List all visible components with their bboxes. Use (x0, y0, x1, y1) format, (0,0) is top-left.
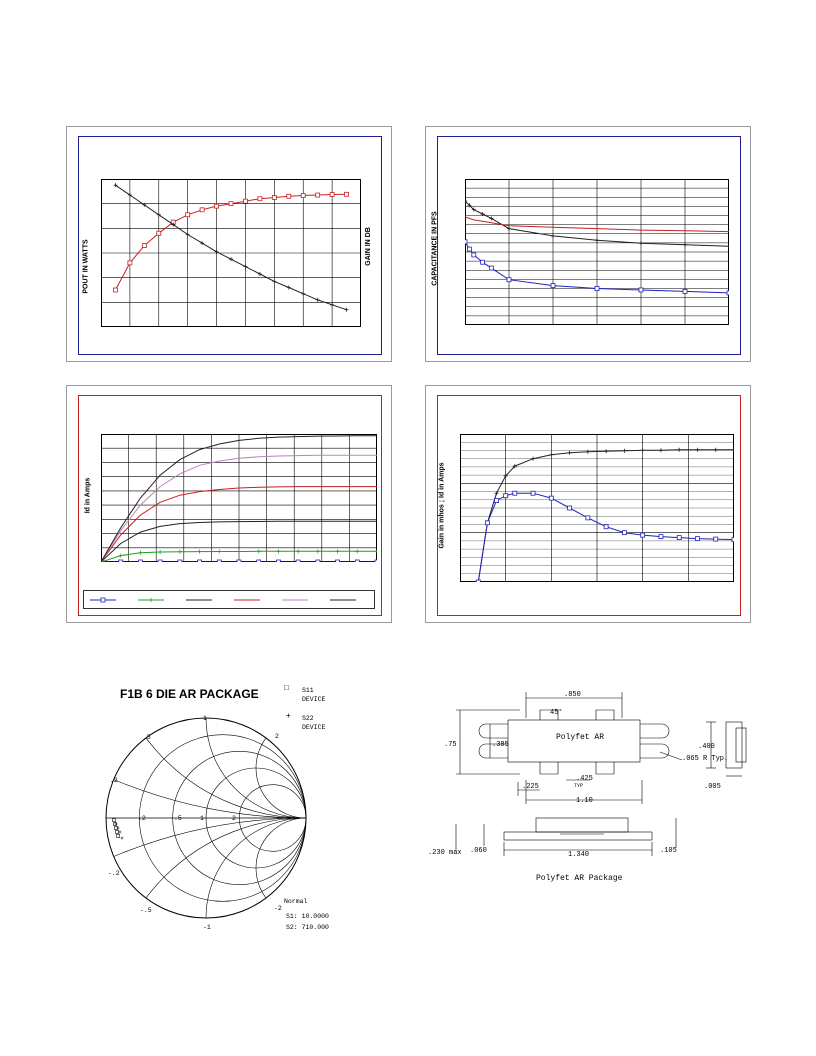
pout_gain-series-0-point-2 (142, 244, 146, 248)
transconductance-series-0-point-12 (659, 448, 663, 452)
pout_gain-series-0-point-15 (330, 193, 334, 197)
id_curves-series-1-point-13 (355, 549, 359, 553)
pout_gain-series-0-point-10 (258, 197, 262, 201)
transconductance-series-1-point-8 (586, 516, 590, 520)
capacitance-series-0-point-7 (595, 238, 599, 242)
id_curves-series-1-point-10 (296, 549, 300, 553)
smith-label-axis-1: 1 (200, 815, 204, 822)
smith-label-lower-right: -2 (274, 905, 282, 912)
pout_gain-series-1-point-14 (316, 298, 320, 302)
transconductance-series-0-line (478, 450, 734, 582)
id_curves-series-0-point-4 (178, 560, 182, 562)
package-drawing (420, 684, 760, 890)
pout_gain-series-1-point-13 (301, 292, 305, 296)
capacitance-grid (465, 179, 729, 325)
transconductance-series-0-point-13 (677, 448, 681, 452)
transconductance-chart (460, 434, 734, 582)
id_curves-series-0-point-10 (296, 560, 300, 562)
transconductance-series-0-point-6 (549, 453, 553, 457)
smith-label-axis-5: .5 (174, 815, 182, 822)
smith-footer-mode: Normal (284, 898, 308, 905)
smith-label-left-mid: .2 (110, 777, 118, 784)
transconductance-series-0-point-7 (568, 451, 572, 455)
id_curves-series-1-point-8 (257, 549, 261, 553)
pkg-caption: Polyfet AR Package (536, 874, 623, 883)
pout_gain-series-0-point-14 (316, 193, 320, 197)
pkg-dim-lead-typ: TYP (574, 783, 584, 789)
transconductance-series-0-point-11 (641, 448, 645, 452)
transconductance-series-1-point-2 (495, 499, 499, 503)
pout_gain-series-0-point-1 (128, 261, 132, 265)
pkg-dim-height: .75 (444, 741, 457, 749)
capacitance-series-2-point-6 (551, 284, 555, 288)
pkg-dim-radius: .065 R Typ. (682, 755, 729, 763)
id_curves-series-0-point-2 (138, 560, 142, 562)
pout_gain-series-1-point-15 (330, 303, 334, 307)
capacitance-series-2-point-4 (489, 266, 493, 270)
capacitance-series-2-point-2 (472, 253, 476, 257)
smith-x-arc (106, 818, 380, 942)
id_curves-series-1-point-11 (316, 549, 320, 553)
pkg-dim-angle: 45° (550, 709, 563, 717)
transconductance-series-1-point-7 (568, 506, 572, 510)
pkg-front-cap (536, 818, 628, 832)
pkg-dim-mount: .230 max (428, 849, 462, 857)
pout_gain-series-0-point-11 (272, 196, 276, 200)
id_curves-series-0-point-1 (119, 560, 123, 562)
pkg-dim-lead-thick: .105 (660, 847, 677, 855)
pout-gain-chart (101, 179, 361, 327)
transconductance-series-1-point-4 (513, 491, 517, 495)
transconductance-series-1-point-11 (641, 533, 645, 537)
capacitance-series-2-point-3 (481, 260, 485, 264)
transconductance-series-1-point-13 (677, 536, 681, 540)
id_curves-series-0-point-7 (237, 560, 241, 562)
pout_gain-series-0-point-5 (186, 213, 190, 217)
legend-s22-line2: DEVICE (302, 724, 326, 731)
id_curves-series-1-point-2 (138, 551, 142, 555)
id_curves-series-1-point-7 (237, 549, 241, 553)
capacitance-ylabel: CAPACITANCE IN PFS (431, 211, 439, 286)
transconductance-series-1-point-9 (604, 525, 608, 529)
legend-s22-line1: S22 (302, 715, 314, 722)
capacitance-chart (465, 179, 729, 325)
smith-grid (100, 672, 380, 942)
id_curves-series-0-point-3 (158, 560, 162, 562)
pout_gain-series-0-point-13 (301, 194, 305, 198)
capacitance-series-2-point-5 (507, 278, 511, 282)
id-curves-panel (66, 385, 392, 623)
smith-label-lower-left: -.5 (140, 907, 152, 914)
capacitance-series-0-point-9 (683, 243, 687, 247)
pout_gain-series-0-point-9 (243, 199, 247, 203)
smith-x-arc (256, 718, 356, 818)
s22-point-2 (119, 831, 122, 834)
pout-ylabel: POUT IN WATTS (82, 239, 90, 294)
smith-label-lower-left-mid: -.2 (108, 870, 120, 877)
transconductance-series-1-point-10 (622, 531, 626, 535)
smith-x-arc (100, 818, 380, 942)
pkg-body-label: Polyfet AR (556, 733, 605, 742)
pkg-side-view (726, 722, 742, 768)
capacitance-series-2-point-0 (465, 240, 467, 244)
gain-ylabel: GAIN IN DB (364, 227, 372, 266)
smith-label-upper-left: .5 (143, 734, 151, 741)
pout_gain-series-0-point-6 (200, 208, 204, 212)
id_curves-series-1-point-1 (119, 554, 123, 558)
pout_gain-series-0-point-16 (345, 192, 349, 196)
pout_gain-series-1-point-8 (229, 257, 233, 261)
pout_gain-series-1-point-10 (258, 272, 262, 276)
transconductance-series-0-point-5 (531, 457, 535, 461)
pkg-dim-inner-height: .385 (492, 741, 509, 749)
id_curves-series-1-point-5 (198, 550, 202, 554)
id_curves-series-1-point-3 (158, 550, 162, 554)
smith-chart (100, 672, 380, 942)
transconductance-series-1-point-14 (695, 537, 699, 541)
id-legend-box (83, 590, 375, 609)
capacitance-series-2-point-9 (683, 289, 687, 293)
id_curves-series-0-point-9 (276, 560, 280, 562)
pkg-right-flange (640, 724, 669, 758)
id_curves-series-1-point-6 (217, 549, 221, 553)
id-legend (84, 591, 374, 608)
s22-point-3 (121, 837, 124, 840)
transconductance-series-1-point-16 (732, 538, 734, 542)
smith-label-bottom: -1 (203, 924, 211, 931)
id_curves-series-0-point-5 (198, 560, 202, 562)
transconductance-series-0-point-9 (604, 449, 608, 453)
transconductance-series-0-point-10 (622, 449, 626, 453)
id-curves-chart (101, 434, 377, 562)
id_curves-grid (101, 434, 377, 562)
s11-point-3 (116, 831, 119, 834)
pkg-dim-top-width: .850 (564, 691, 581, 699)
pkg-front-base (504, 832, 652, 840)
transconductance-series-1-point-1 (485, 521, 489, 525)
capacitance-panel (425, 126, 751, 362)
id_curves-series-0-point-8 (257, 560, 261, 562)
pkg-dim-base-thick: .060 (470, 847, 487, 855)
legend-s11-marker: □ (284, 683, 289, 692)
s11-point-0 (113, 819, 116, 822)
transconductance-series-1-point-3 (504, 494, 508, 498)
smith-label-top: 1 (203, 715, 207, 722)
transconductance-series-1-point-5 (531, 491, 535, 495)
pkg-dim-body-len: 1.10 (576, 797, 593, 805)
pout_gain-series-1-point-9 (243, 265, 247, 269)
id-ylabel: Id in Amps (84, 477, 92, 514)
smith-footer-s2: S2: 710.000 (286, 924, 329, 931)
legend-s22-marker: + (286, 711, 291, 720)
pout_gain-series-0-point-3 (157, 231, 161, 235)
id_curves-series-1-point-4 (178, 550, 182, 554)
capacitance-series-2-point-10 (727, 291, 729, 295)
pout_gain-series-0-point-8 (229, 202, 233, 206)
capacitance-series-2-point-7 (595, 287, 599, 291)
pout_gain-series-0-point-7 (215, 204, 219, 208)
pkg-dim-total-len: 1.340 (568, 851, 590, 859)
legend-s11-line2: DEVICE (302, 696, 326, 703)
id_curves-series-0-point-13 (355, 560, 359, 562)
smith-label-upper-right: 2 (275, 733, 279, 740)
capacitance-series-0-point-4 (489, 216, 493, 220)
transconductance-grid (460, 434, 734, 582)
smith-title: F1B 6 DIE AR PACKAGE (120, 687, 259, 701)
id_curves-series-0-point-11 (316, 560, 320, 562)
id_curves-series-1-point-12 (336, 549, 340, 553)
pout_gain-series-0-point-0 (113, 288, 117, 292)
capacitance-series-2-point-8 (639, 288, 643, 292)
transconductance-series-1-point-0 (476, 580, 480, 582)
pkg-dim-lead-space: .225 (522, 783, 539, 791)
transconductance-series-1-point-6 (549, 496, 553, 500)
capacitance-series-0-point-6 (551, 234, 555, 238)
smith-label-axis-2b: 2 (232, 815, 236, 822)
pkg-dim-side-thick: .005 (704, 783, 721, 791)
id_curves-series-0-point-12 (336, 560, 340, 562)
transconductance-series-0-point-14 (695, 448, 699, 452)
pout_gain-series-0-point-12 (287, 194, 291, 198)
id_curves-series-0-point-6 (217, 560, 221, 562)
transconductance-series-1-point-12 (659, 535, 663, 539)
smith-label-axis-2: .2 (138, 815, 146, 822)
transconductance-series-1-point-15 (714, 537, 718, 541)
transconductance-panel (425, 385, 751, 623)
transconductance-series-0-point-15 (714, 448, 718, 452)
smith-footer-s1: S1: 10.0000 (286, 913, 329, 920)
pout_gain-series-1-point-16 (345, 308, 349, 312)
id_curves-series-0-point-14 (375, 560, 377, 562)
legend-s11-line1: S11 (302, 687, 314, 694)
pkg-dim-side-height: .400 (698, 743, 715, 751)
pout_gain-series-1-point-12 (287, 286, 291, 290)
capacitance-series-2-point-1 (467, 247, 471, 251)
s11-point-4 (117, 835, 120, 838)
pout_gain-grid (101, 179, 361, 327)
pkg-bottom-leads (540, 762, 614, 774)
transconductance-series-0-point-2 (495, 491, 499, 495)
pout_gain-series-1-point-11 (272, 279, 276, 283)
pout-gain-panel (66, 126, 392, 362)
transconductance-ylabel: Gain in mhos ; Id in Amps (438, 462, 446, 549)
id_curves-series-1-point-9 (276, 549, 280, 553)
capacitance-series-0-point-8 (639, 241, 643, 245)
pkg-dim-lead-width: .425 (576, 775, 593, 783)
